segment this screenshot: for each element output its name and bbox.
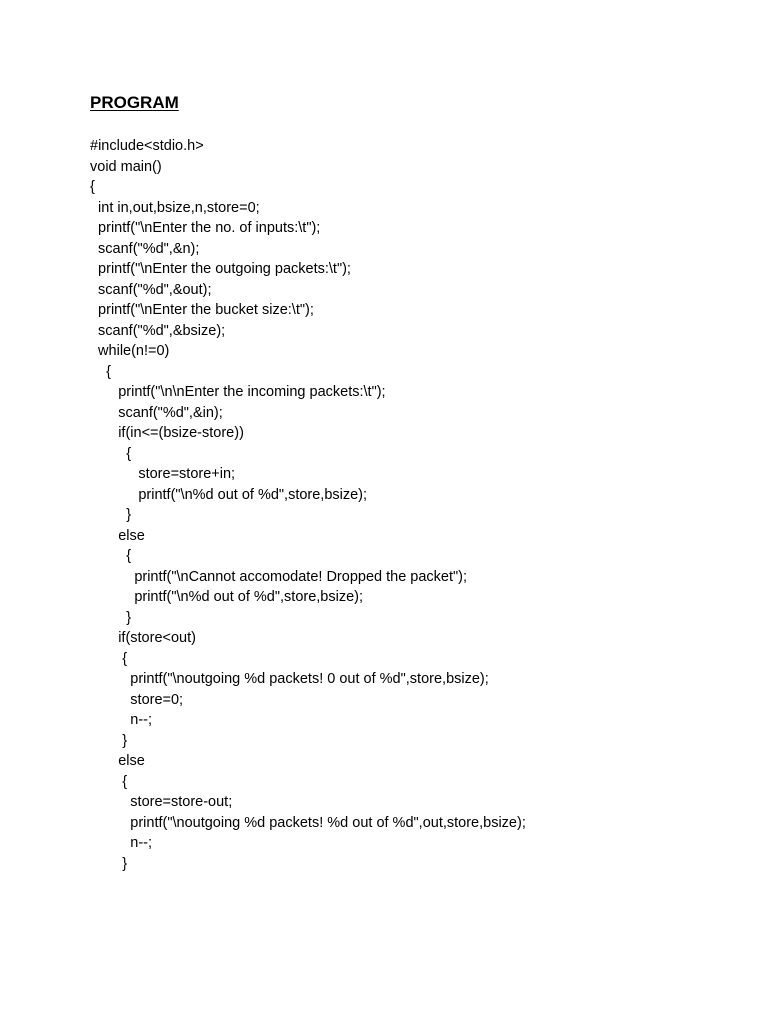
page-title: PROGRAM [90, 93, 179, 112]
code-line: else [90, 527, 145, 544]
code-line: int in,out,bsize,n,store=0; [90, 199, 260, 216]
code-line: printf("\nCannot accomodate! Dropped the packet"); [90, 568, 468, 585]
code-line: printf("\nEnter the outgoing packets:\t"); [90, 261, 351, 277]
code-line: printf("\noutgoing %d packets! 0 out of %d",store,bsize); [90, 671, 489, 687]
code-line: store=0; [90, 691, 184, 708]
code-line: } [90, 732, 128, 749]
code-line: n--; [90, 712, 153, 728]
code-line: void main() [90, 158, 162, 175]
code-line: scanf("%d",&out); [90, 281, 212, 298]
code-line: store=store+in; [90, 466, 236, 482]
code-line: } [90, 609, 132, 626]
code-line: else [90, 753, 145, 769]
code-line: { [90, 179, 95, 195]
code-line: scanf("%d",&n); [90, 240, 200, 257]
code-line: printf("\n%d out of %d",store,bsize); [90, 589, 364, 605]
code-line: { [90, 445, 132, 462]
code-line: #include<stdio.h> [90, 138, 204, 154]
code-line: { [90, 650, 128, 667]
code-line: { [90, 363, 111, 380]
code-line: if(store<out) [90, 630, 196, 646]
code-line: if(in<=(bsize-store)) [90, 425, 244, 441]
code-line: } [90, 855, 128, 872]
code-line: while(n!=0) [90, 343, 170, 359]
code-line: scanf("%d",&bsize); [90, 322, 226, 339]
code-line: n--; [90, 835, 153, 851]
code-listing [90, 136, 526, 874]
code-line: { [90, 548, 132, 564]
code-line: printf("\noutgoing %d packets! %d out of %d",out,store,bsize); [90, 814, 526, 831]
code-line: } [90, 507, 132, 523]
code-line: store=store-out; [90, 794, 233, 810]
code-line: printf("\n%d out of %d",store,bsize); [90, 486, 368, 503]
code-line: printf("\nEnter the bucket size:\t"); [90, 302, 314, 318]
code-line: printf("\n\nEnter the incoming packets:\t"); [90, 384, 386, 400]
code-line: scanf("%d",&in); [90, 404, 223, 421]
code-line: printf("\nEnter the no. of inputs:\t"); [90, 220, 321, 236]
code-line: { [90, 773, 128, 790]
